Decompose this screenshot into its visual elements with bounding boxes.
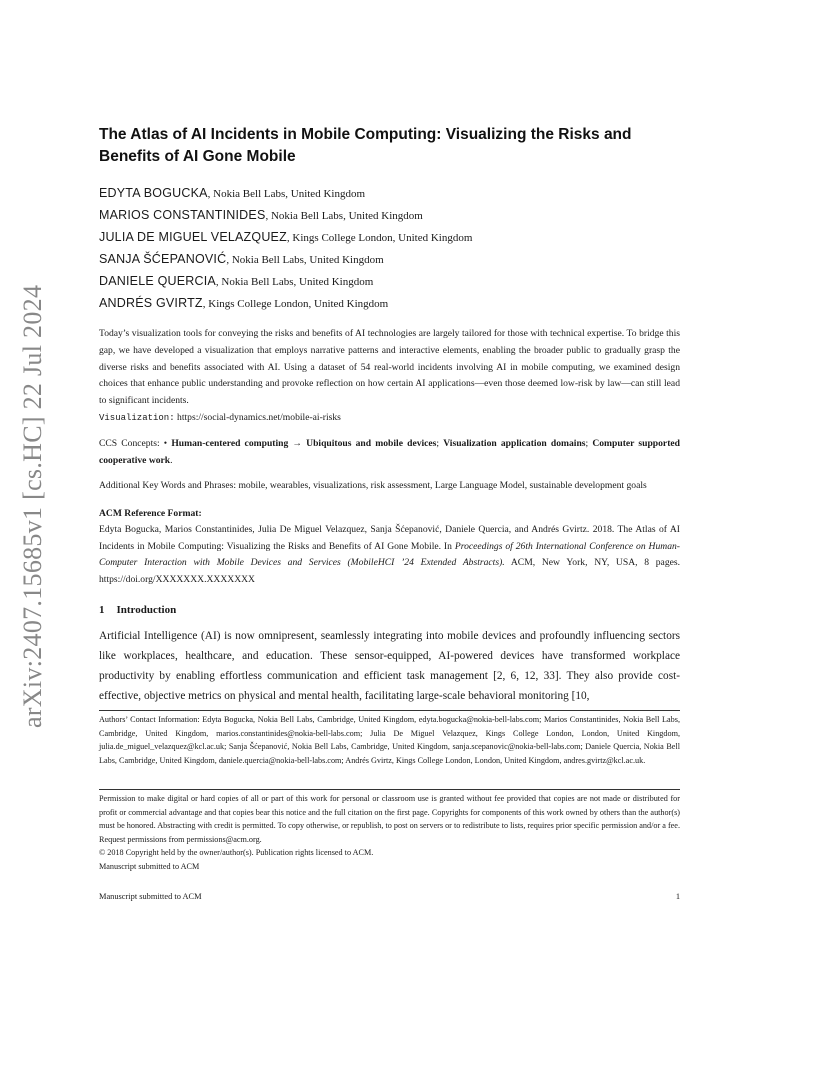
arxiv-identifier-stamp: arXiv:2407.15685v1 [cs.HC] 22 Jul 2024 [18,284,47,728]
ccs-end: . [170,454,173,466]
author-affiliation: , Nokia Bell Labs, United Kingdom [265,210,423,222]
author-entry [99,204,680,226]
introduction-paragraph: Artificial Intelligence (AI) is now omnipresent, seamlessly integrating into mobile devices and profoundly influencing sectors like workplaces, healthcare, and education. These sensor-equipped, AI-powered devices have transformed workplace productivity by enabling effortless communication and efficient task management [2, 6, 12, 33]. They also provide cost-effective, objective metrics on physical and mental health, facilitating large-scale behavioral monitoring [10, [99,629,680,703]
section-title: Introduction [116,603,177,616]
ccs-concept: Visualization application domains [443,437,586,449]
ccs-label: CCS Concepts: • [99,437,172,449]
section-heading [99,602,680,618]
acm-reference-text: Edyta Bogucka, Marios Constantinides, Julia De Miguel Velazquez, Sanja Šćepanović, Daniele Quercia, and Andrés Gvirtz. 2018. The Atlas of AI Incidents in Mobile Computing: Visualizing the Risks and Benefits of AI Gone Mobile. In [99,524,680,552]
visualization-label: Visualization: [99,412,175,423]
footer-manuscript-label: Manuscript submitted to ACM [99,892,202,901]
author-name: EDYTA BOGUCKA [99,186,208,200]
ccs-separator: ; [585,437,593,449]
copyright-line: © 2018 Copyright held by the owner/author(s). Publication rights licensed to ACM. [99,848,374,857]
abstract-text: Today’s visualization tools for conveying the risks and benefits of AI technologies are largely tailored for those with technical expertise. To bridge this gap, we have developed a visualization that employs narrative patterns and interactive elements, enabling the broader public to gradually grasp the diverse risks and benefits associated with AI. Using a dataset of 54 real-world incidents involving AI in mobile computing, we examined design choices that enhance public understanding and provoke reflection on how certain AI applications—even those deemed low-risk by law—can still lead to significant incidents. [99,328,680,407]
acm-reference-heading: ACM Reference Format: [99,508,202,520]
permission-notice [99,792,680,873]
ccs-concept: Computer supported cooperative work [99,437,680,466]
author-name: JULIA DE MIGUEL VELAZQUEZ [99,230,287,244]
author-name: SANJA ŠĆEPANOVIĆ [99,252,227,266]
author-contact-info: Authors’ Contact Information: Edyta Bogucka, Nokia Bell Labs, Cambridge, United Kingdom, edyta.bogucka@nokia-bell-labs.com; Marios Constantinides, Nokia Bell Labs, Cambridge, United Kingdom, marios.constantinides@nokia-bell-labs.com; Julia De Miguel Velazquez, Kings College London, London, United Kingdom, julia.de_miguel_velazquez@kcl.ac.uk; Sanja Šćepanović, Nokia Bell Labs, Cambridge, United Kingdom, sanja.scepanovic@nokia-bell-labs.com; Daniele Quercia, Nokia Bell Labs, Cambridge, United Kingdom, daniele.quercia@nokia-bell-labs.com; Andrés Gvirtz, Kings College London, London, United Kingdom, andres.gvirtz@kcl.ac.uk. [99,715,680,765]
author-name: DANIELE QUERCIA [99,274,216,288]
paper-content [99,124,680,706]
ccs-separator: ; [436,437,444,449]
permission-text: Permission to make digital or hard copies of all or part of this work for personal or classroom use is granted without fee provided that copies are not made or distributed for profit or commercial advantage and that copies bear this notice and the full citation on the first page. Copyrights for components of this work owned by others than the author(s) must be honored. Abstracting with credit is permitted. To copy otherwise, or republish, to post on servers or to redistribute to lists, requires prior specific permission and/or a fee. Request permissions from permissions@acm.org. [99,794,680,844]
section-number: 1 [99,603,105,616]
page-footer [99,891,680,903]
author-entry [99,182,680,204]
abstract [99,326,680,427]
ccs-concepts [99,436,680,470]
author-name: MARIOS CONSTANTINIDES [99,208,266,222]
keywords: Additional Key Words and Phrases: mobile, wearables, visualizations, risk assessment, Large Language Model, sustainable development goals [99,480,647,492]
manuscript-line: Manuscript submitted to ACM [99,861,200,871]
acm-reference-doi: ACM, New York, NY, USA, 8 pages. https://doi.org/XXXXXXX.XXXXXXX [99,557,681,585]
page-number: 1 [675,892,680,901]
author-list [99,182,680,314]
author-affiliation: , Kings College London, United Kingdom [202,298,389,310]
author-affiliation: , Nokia Bell Labs, United Kingdom [226,254,384,266]
author-entry [99,226,680,248]
footnote-divider [99,710,680,711]
visualization-link-line [99,410,680,427]
acm-reference-venue: Proceedings of 26th International Conference on Human-Computer Interaction with Mobile Devices and Services (MobileHCI ’24 Extended Abstracts). [99,540,680,569]
ccs-concept: Human-centered computing → Ubiquitous and mobile devices [171,437,437,449]
visualization-url[interactable]: https://social-dynamics.net/mobile-ai-risks [177,411,341,423]
permission-divider [99,789,680,790]
author-entry [99,248,680,270]
acm-reference [99,522,680,588]
paper-title: The Atlas of AI Incidents in Mobile Computing: Visualizing the Risks and Benefits of AI Gone Mobile [99,126,632,165]
author-affiliation: , Nokia Bell Labs, United Kingdom [207,188,365,200]
author-name: ANDRÉS GVIRTZ [99,296,203,310]
author-affiliation: , Nokia Bell Labs, United Kingdom [215,276,374,288]
author-entry [99,270,680,292]
author-affiliation: , Kings College London, United Kingdom [286,232,473,244]
author-entry [99,292,680,314]
